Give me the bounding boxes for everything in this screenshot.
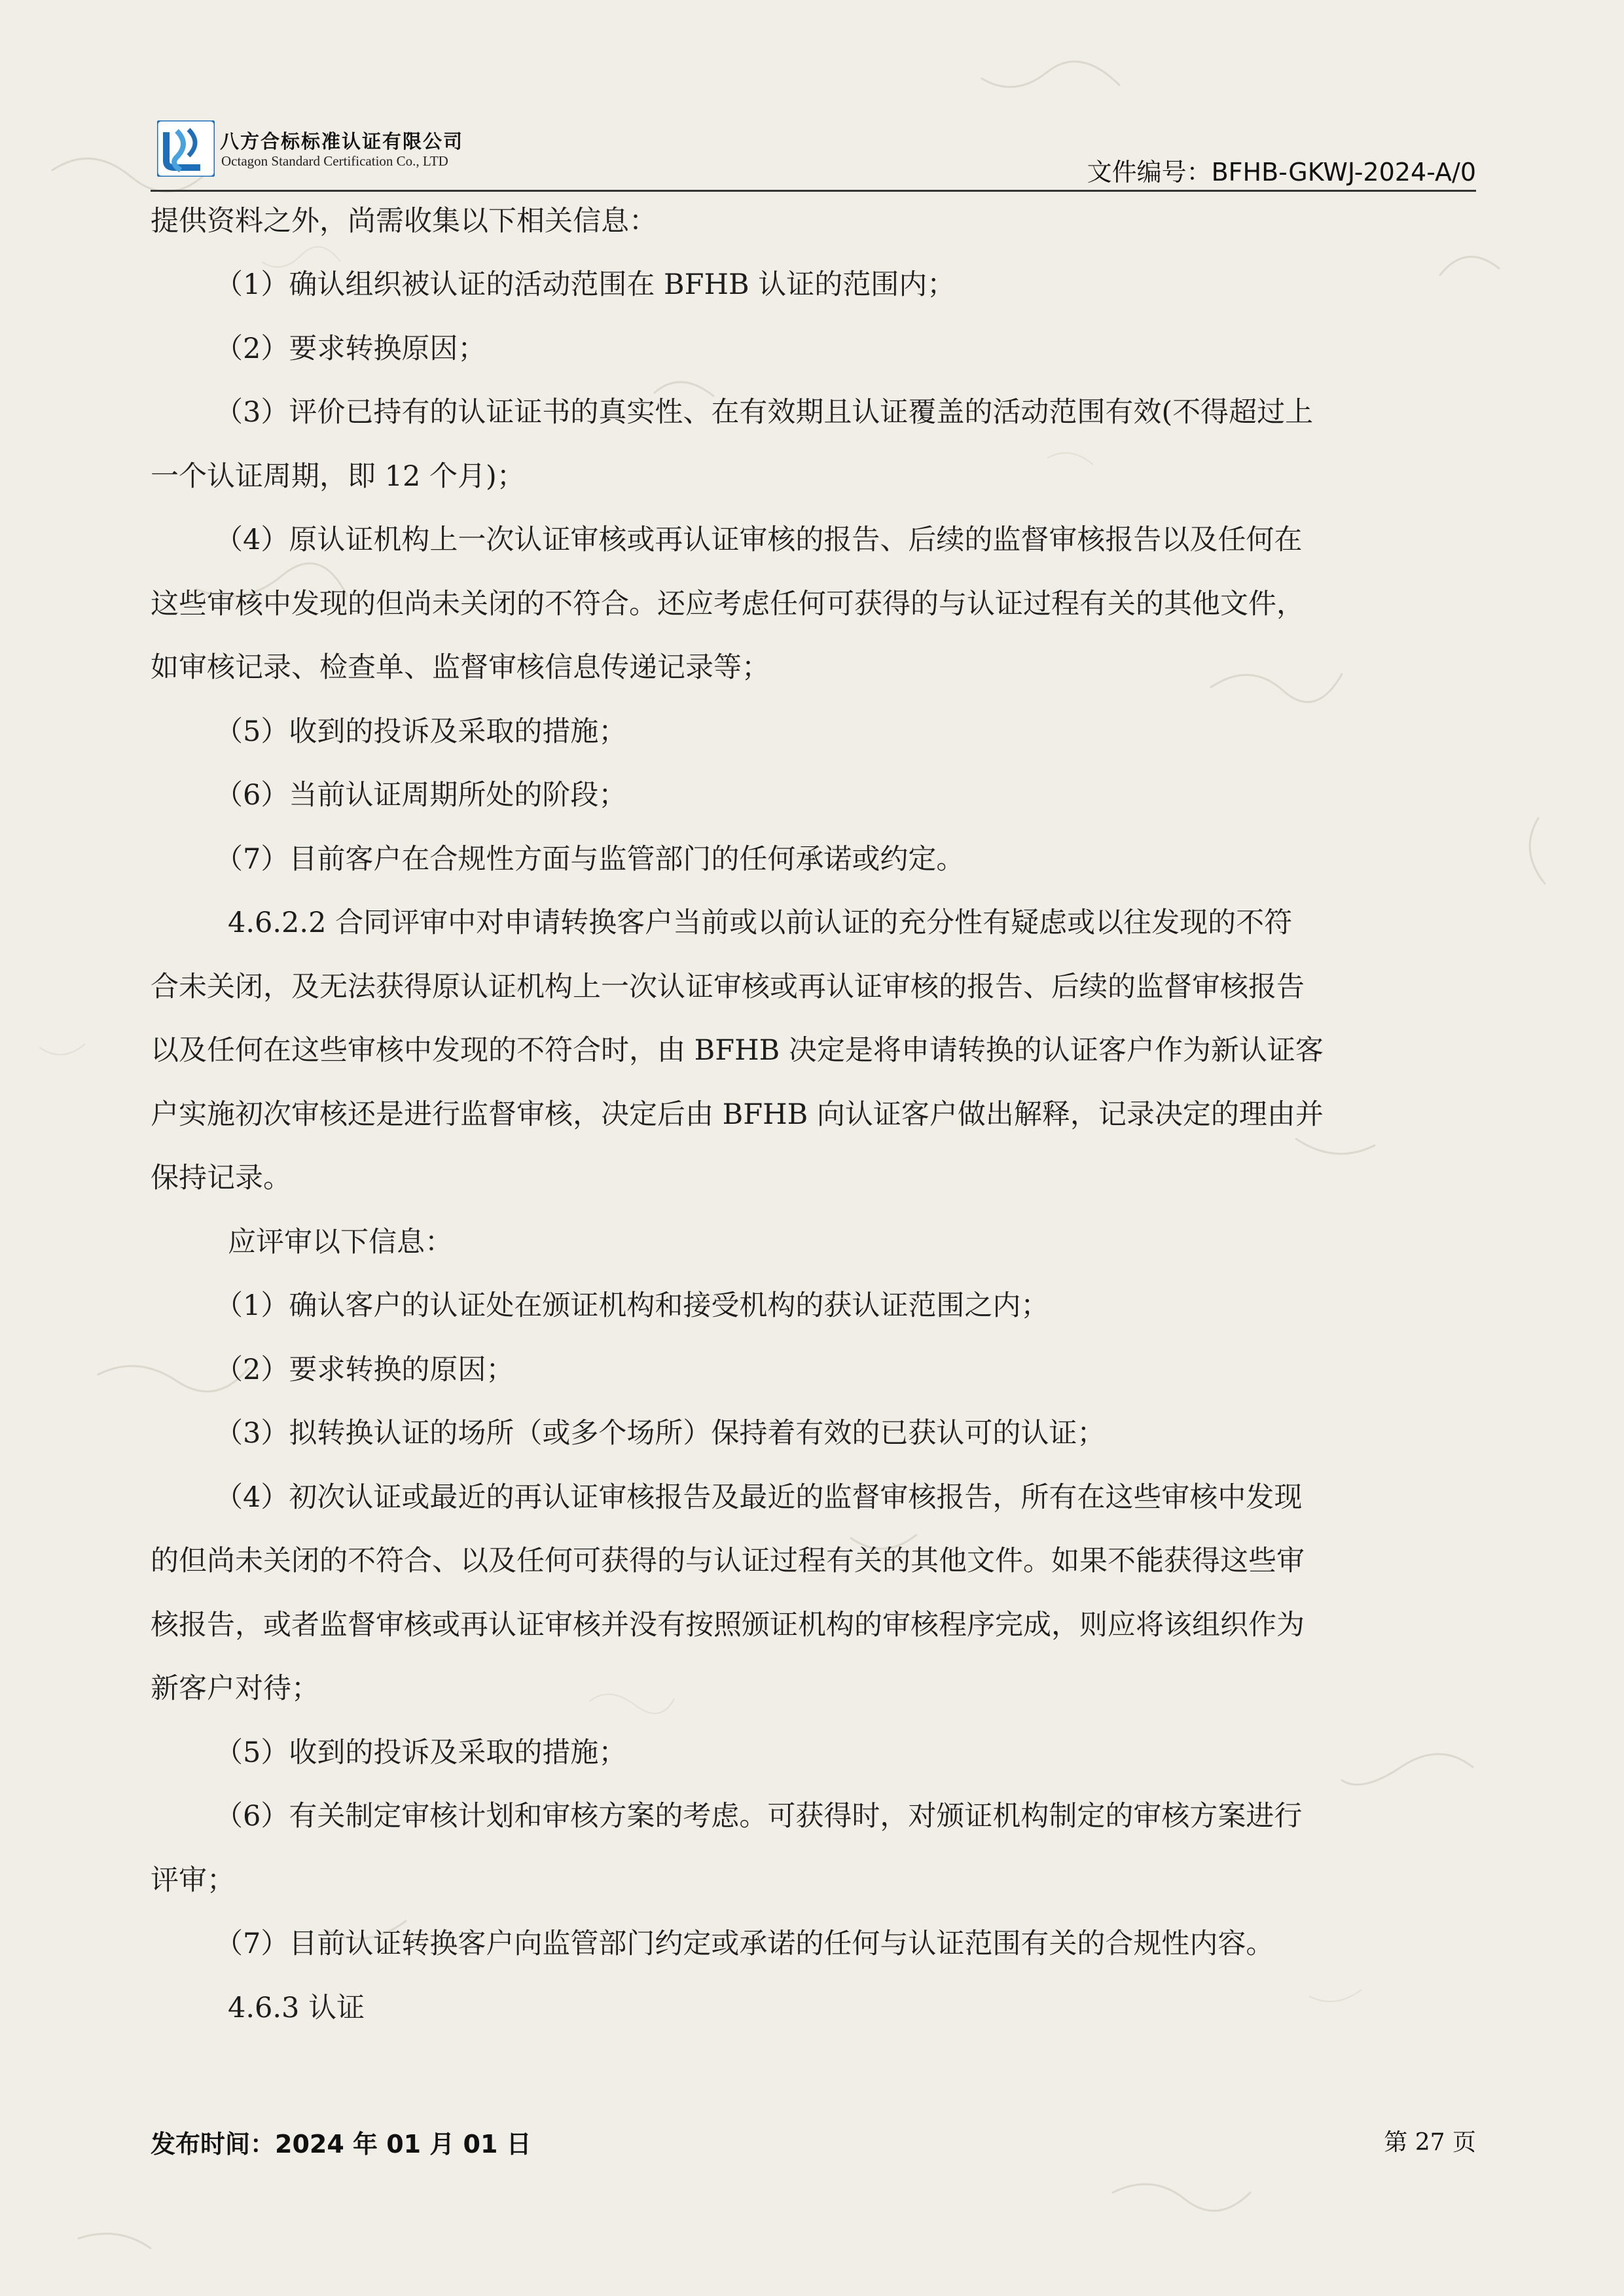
text-line: 提供资料之外，尚需收集以下相关信息： bbox=[151, 205, 657, 238]
page-number: 第 27 页 bbox=[1384, 2129, 1476, 2156]
text-line: 4.6.3 认证 bbox=[228, 1992, 365, 2024]
page-header bbox=[151, 117, 1476, 192]
logo-wave-icon bbox=[157, 120, 215, 177]
document-number: 文件编号：BFHB-GKWJ-2024-A/0 bbox=[1087, 158, 1476, 187]
text-line: （1）确认客户的认证处在颁证机构和接受机构的获认证范围之内； bbox=[215, 1289, 1049, 1322]
text-line: 应评审以下信息： bbox=[228, 1226, 453, 1259]
text-line: 以及任何在这些审核中发现的不符合时，由 BFHB 决定是将申请转换的认证客户作为新认证客 bbox=[151, 1034, 1324, 1067]
text-line: 这些审核中发现的但尚未关闭的不符合。还应考虑任何可获得的与认证过程有关的其他文件， bbox=[151, 588, 1305, 620]
text-line: （7）目前客户在合规性方面与监管部门的任何承诺或约定。 bbox=[215, 843, 965, 876]
text-line: 的但尚未关闭的不符合、以及任何可获得的与认证过程有关的其他文件。如果不能获得这些审 bbox=[151, 1545, 1305, 1577]
text-line: （2）要求转换原因； bbox=[215, 332, 486, 365]
text-line: 新客户对待； bbox=[151, 1672, 319, 1705]
logo-company-name-en: Octagon Standard Certification Co., LTD bbox=[221, 153, 448, 169]
text-line: （5）收到的投诉及采取的措施； bbox=[215, 715, 627, 748]
text-line: 户实施初次审核还是进行监督审核，决定后由 BFHB 向认证客户做出解释，记录决定的理由并 bbox=[151, 1098, 1324, 1131]
text-line: （3）评价已持有的认证证书的真实性、在有效期且认证覆盖的活动范围有效(不得超过上 bbox=[215, 396, 1314, 429]
text-line: （4）原认证机构上一次认证审核或再认证审核的报告、后续的监督审核报告以及任何在 bbox=[215, 524, 1303, 556]
company-logo bbox=[157, 120, 511, 179]
text-line: （3）拟转换认证的场所（或多个场所）保持着有效的已获认可的认证； bbox=[215, 1417, 1106, 1450]
text-line: （5）收到的投诉及采取的措施； bbox=[215, 1736, 627, 1769]
text-line: （6）有关制定审核计划和审核方案的考虑。可获得时，对颁证机构制定的审核方案进行 bbox=[215, 1800, 1303, 1833]
text-line: 评审； bbox=[151, 1864, 235, 1897]
text-line: （4）初次认证或最近的再认证审核报告及最近的监督审核报告，所有在这些审核中发现 bbox=[215, 1481, 1303, 1514]
text-line: 4.6.2.2 合同评审中对申请转换客户当前或以前认证的充分性有疑虑或以往发现的不符 bbox=[228, 906, 1293, 939]
text-line: 保持记录。 bbox=[151, 1162, 291, 1194]
logo-company-name-cn: 八方合标标准认证有限公司 bbox=[220, 130, 464, 152]
text-line: 如审核记录、检查单、监督审核信息传递记录等； bbox=[151, 651, 770, 684]
publish-date: 发布时间：2024 年 01 月 01 日 bbox=[151, 2130, 532, 2159]
text-line: （7）目前认证转换客户向监管部门约定或承诺的任何与认证范围有关的合规性内容。 bbox=[215, 1928, 1274, 1960]
text-line: （6）当前认证周期所处的阶段； bbox=[215, 779, 627, 812]
text-line: 核报告，或者监督审核或再认证审核并没有按照颁证机构的审核程序完成，则应将该组织作为 bbox=[151, 1609, 1305, 1641]
text-line: 合未关闭，及无法获得原认证机构上一次认证审核或再认证审核的报告、后续的监督审核报告 bbox=[151, 971, 1305, 1003]
text-line: （1）确认组织被认证的活动范围在 BFHB 认证的范围内； bbox=[215, 268, 956, 301]
text-line: （2）要求转换的原因； bbox=[215, 1354, 514, 1386]
text-line: 一个认证周期，即 12 个月)； bbox=[151, 460, 525, 493]
